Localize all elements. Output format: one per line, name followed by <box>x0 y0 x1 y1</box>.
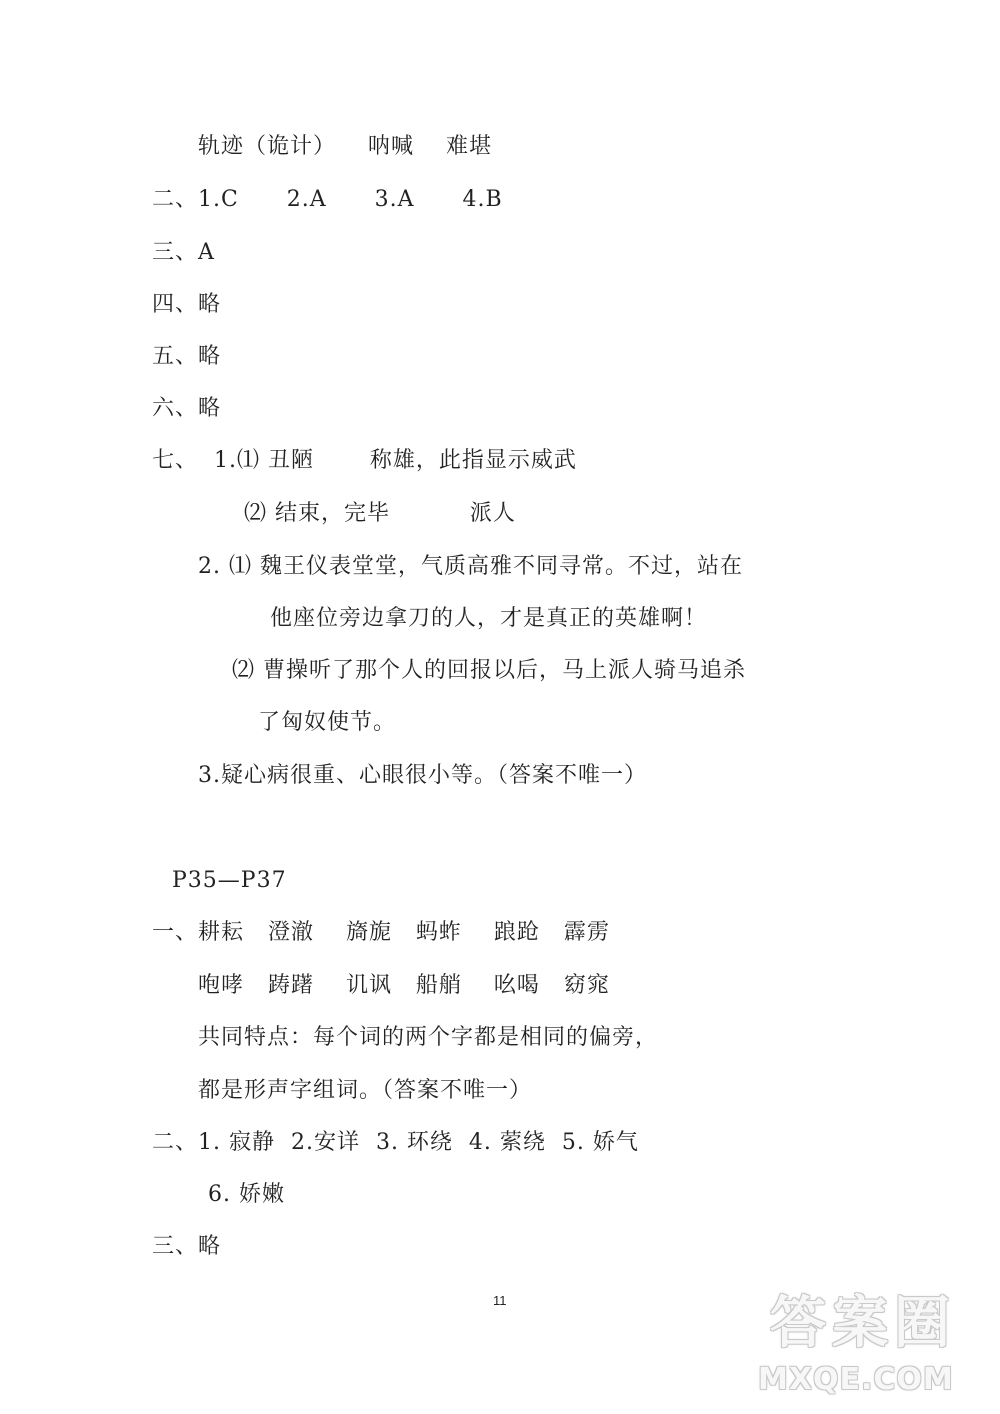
answer-line: 五、略 <box>152 344 222 369</box>
watermark-logo <box>750 1292 990 1410</box>
answer-line: 三、A <box>152 240 215 265</box>
answer-line: 共同特点：每个词的两个字都是相同的偏旁， <box>198 1025 659 1050</box>
section-heading: P35—P37 <box>172 868 287 893</box>
answer-line: 6. 娇嫩 <box>208 1182 285 1207</box>
answer-line: 二、1.C 2.A 3.A 4.B <box>152 187 503 212</box>
answer-line: 他座位旁边拿刀的人，才是真正的英雄啊！ <box>270 606 708 631</box>
answer-line: 咆哮 踌躇 讥讽 船艄 吆喝 窈窕 <box>198 973 610 998</box>
answer-line: 六、略 <box>152 396 222 421</box>
answer-line: ⑵ 结束，完毕 派人 <box>244 501 516 526</box>
answer-line: 轨迹（诡计） 呐喊 难堪 <box>198 134 492 159</box>
answer-line: ⑵ 曹操听了那个人的回报以后，马上派人骑马追杀 <box>232 658 746 683</box>
answer-line: 都是形声字组词。（答案不唯一） <box>198 1078 533 1103</box>
answer-line: 2. ⑴ 魏王仪表堂堂，气质高雅不同寻常。不过，站在 <box>198 554 743 579</box>
answer-line: 了匈奴使节。 <box>258 710 397 735</box>
watermark-title: 答案圈 <box>770 1291 956 1356</box>
answer-line: 一、耕耘 澄澈 旖旎 蚂蚱 踉跄 霹雳 <box>152 920 610 945</box>
watermark-url: MXQE.COM <box>758 1362 954 1397</box>
answer-line: 二、1. 寂静 2.安详 3. 环绕 4. 萦绕 5. 娇气 <box>152 1130 639 1155</box>
answer-line: 三、略 <box>152 1234 222 1259</box>
page-number: 11 <box>493 1293 507 1308</box>
answer-line: 七、 1.⑴ 丑陋 称雄，此指显示威武 <box>152 448 577 473</box>
answer-line: 3.疑心病很重、心眼很小等。（答案不唯一） <box>198 763 647 788</box>
answer-line: 四、略 <box>152 292 222 317</box>
